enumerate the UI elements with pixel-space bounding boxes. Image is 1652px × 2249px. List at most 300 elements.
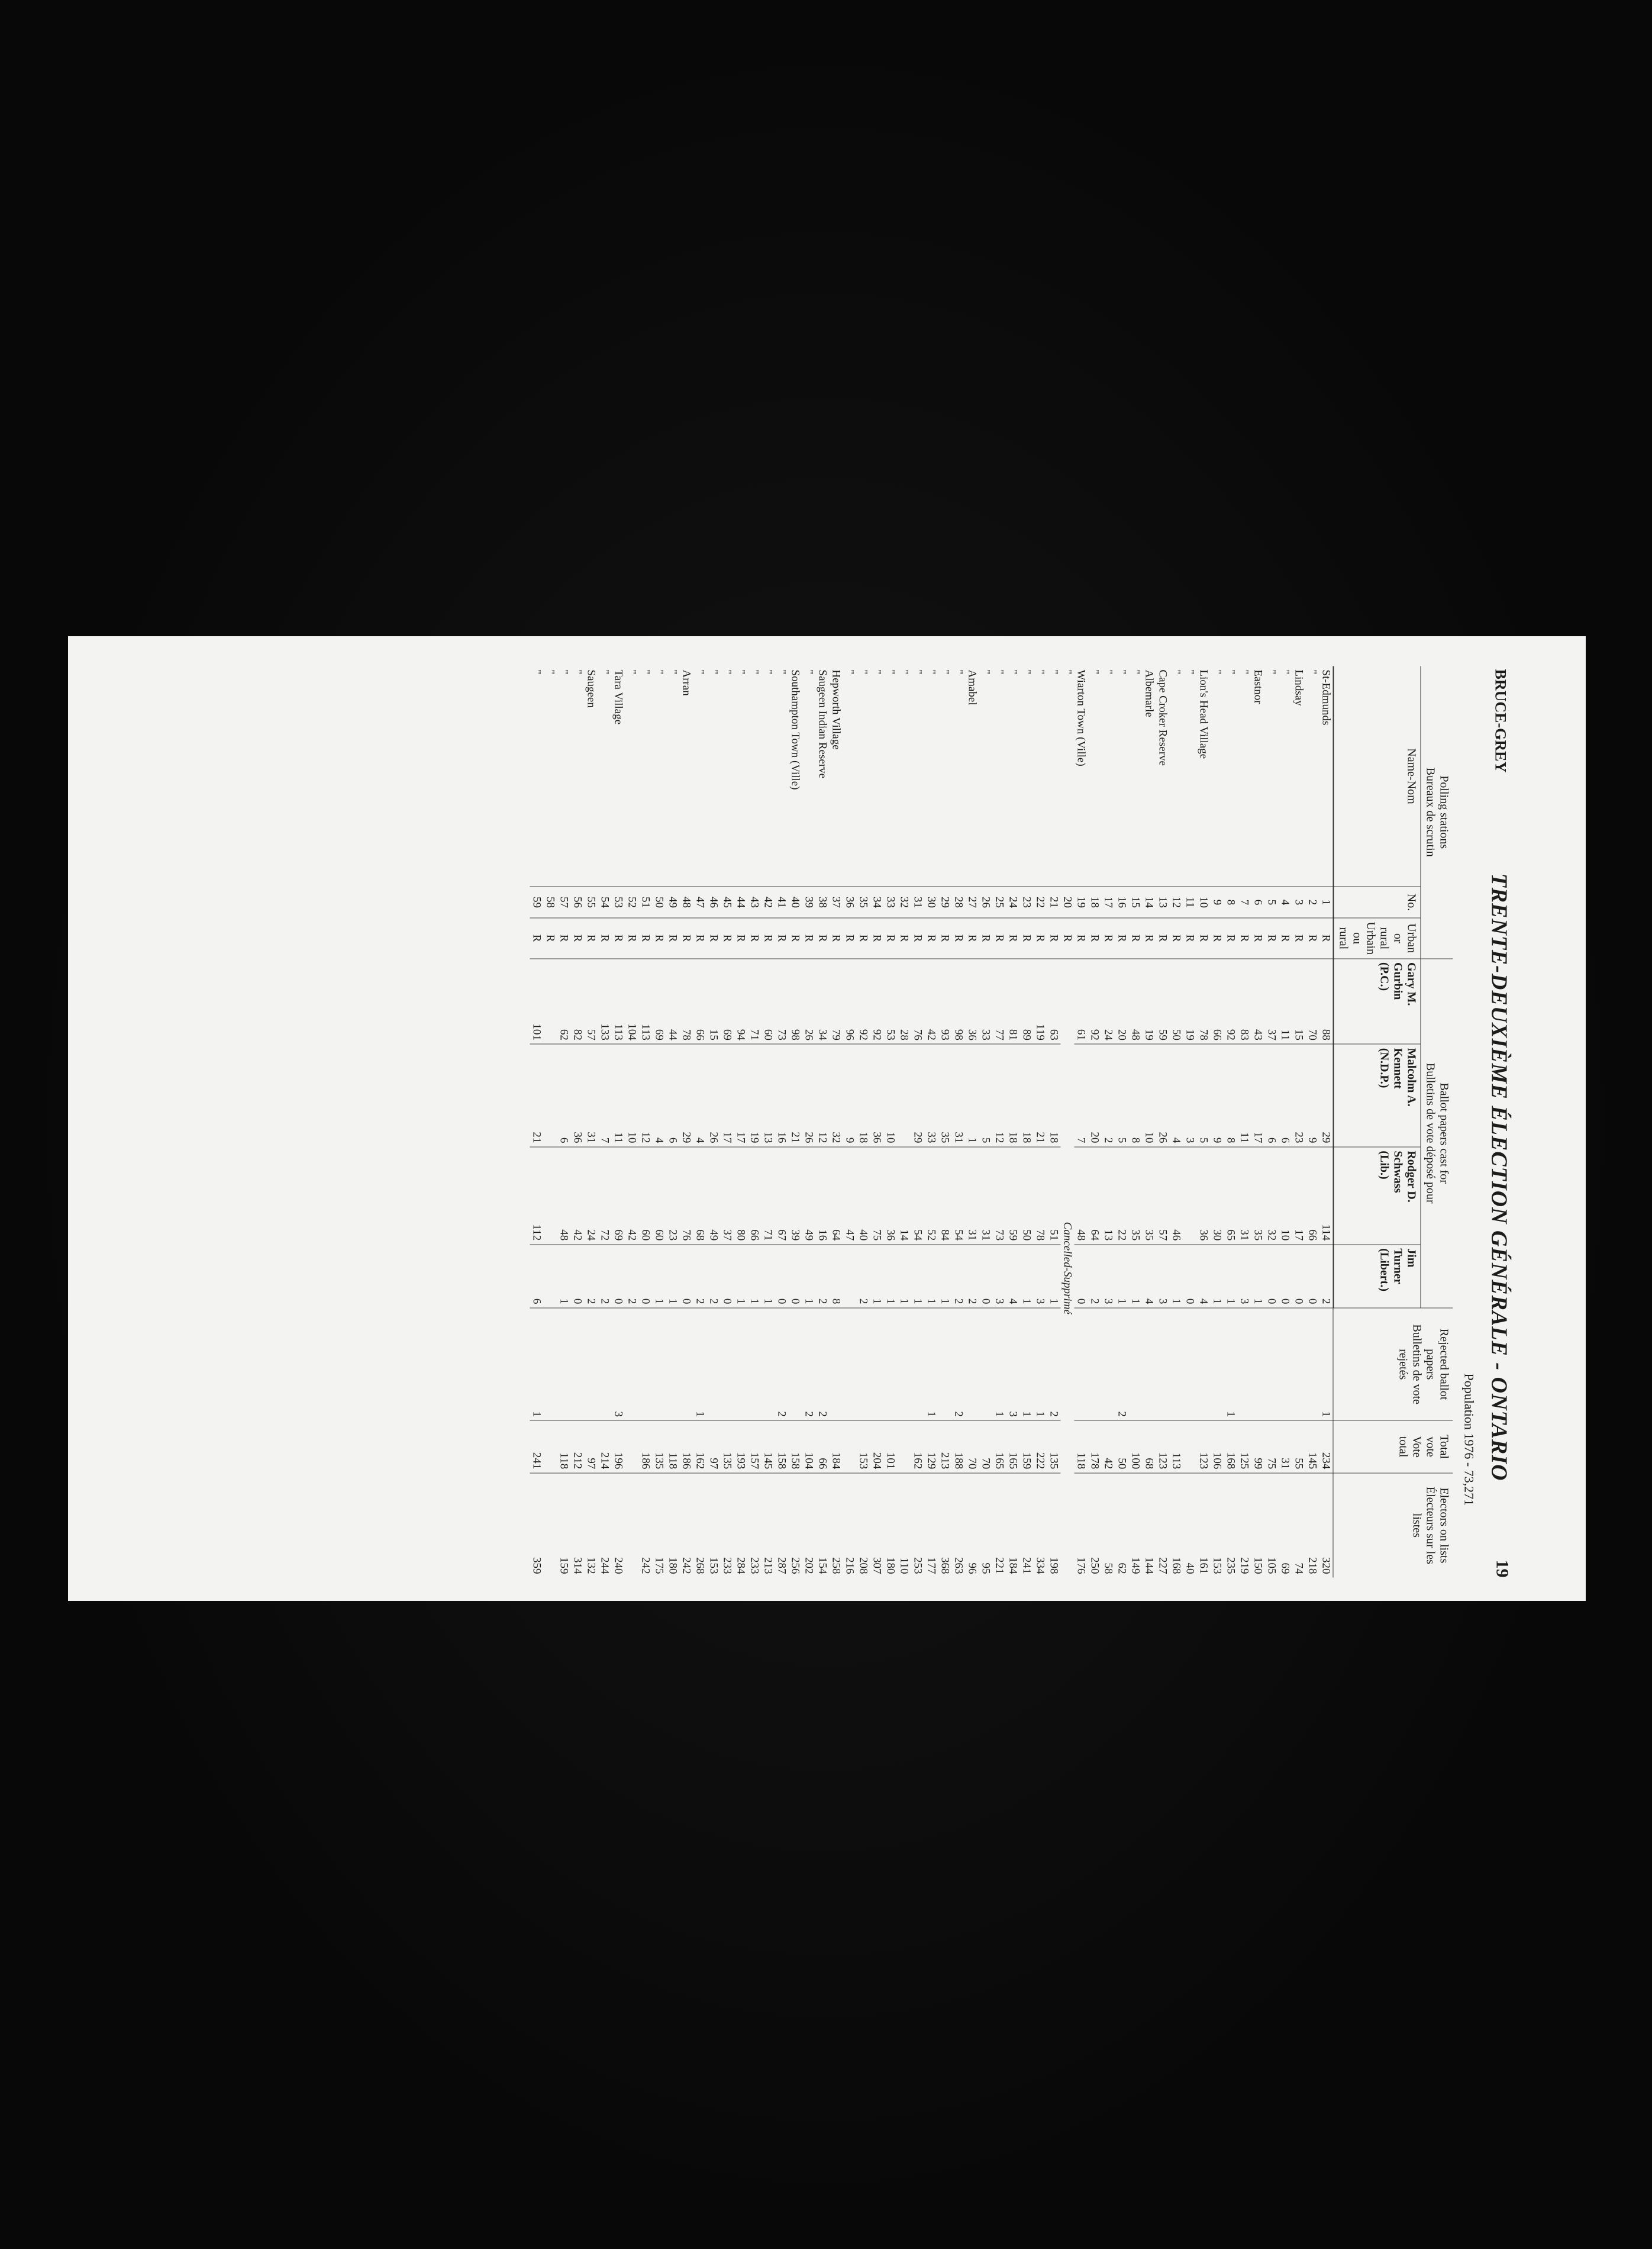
urban-rural-code: R <box>883 918 897 959</box>
cell-rej <box>1237 1307 1251 1420</box>
urban-rural-code: R <box>829 918 843 959</box>
station-number: 48 <box>679 887 693 918</box>
cell-v3: 46 <box>1169 1146 1183 1244</box>
table-row <box>611 666 625 1577</box>
station-name: " <box>707 669 719 674</box>
cell-v1: 37 <box>1264 958 1278 1044</box>
station-name: " <box>734 669 747 674</box>
cell-v2: 10 <box>883 1044 897 1147</box>
cell-v2: 18 <box>1006 1044 1019 1147</box>
station-name: Saugeen Indian Reserve <box>816 669 828 778</box>
station-name: Arran <box>680 669 692 696</box>
cell-electors: 307 <box>870 1473 883 1577</box>
cell-rej <box>897 1307 911 1420</box>
station-name: Eastnor <box>1251 669 1264 704</box>
cell-v2: 17 <box>720 1044 734 1147</box>
table-row <box>679 666 693 1577</box>
cell-v1: 61 <box>1074 958 1088 1044</box>
cell-rej <box>679 1307 693 1420</box>
cell-electors: 368 <box>938 1473 951 1577</box>
cell-total: 97 <box>706 1420 720 1473</box>
cell-rej <box>734 1307 747 1420</box>
station-name: " <box>1061 669 1073 674</box>
urban-rural-code: R <box>938 918 951 959</box>
table-row <box>720 666 734 1577</box>
urban-rural-code: R <box>761 918 775 959</box>
cell-v3: 42 <box>570 1146 584 1244</box>
table-row <box>802 666 815 1577</box>
cell-rej <box>747 1307 761 1420</box>
cell-v2: 16 <box>775 1044 788 1147</box>
cell-total: 118 <box>666 1420 679 1473</box>
cell-total: 75 <box>1264 1420 1278 1473</box>
station-number: 57 <box>557 887 570 918</box>
cell-v3: 37 <box>720 1146 734 1244</box>
urban-rural-code: R <box>979 918 992 959</box>
cell-v1: 98 <box>788 958 802 1044</box>
cell-v3: 51 <box>1047 1146 1060 1244</box>
cell-v3: 31 <box>1237 1146 1251 1244</box>
station-number: 23 <box>1019 887 1033 918</box>
cell-v2: 18 <box>1019 1044 1033 1147</box>
cell-v1: 62 <box>557 958 570 1044</box>
urban-rural-code: R <box>1101 918 1115 959</box>
cell-electors: 233 <box>747 1473 761 1577</box>
cell-v2: 17 <box>1251 1044 1264 1147</box>
candidate-header-3: Rodger D. Schwass (Lib.) <box>1333 1146 1421 1244</box>
urban-rural-code: R <box>1019 918 1033 959</box>
table-row <box>1196 666 1210 1577</box>
station-name: " <box>625 669 638 674</box>
cell-electors: 241 <box>1019 1473 1033 1577</box>
urban-rural-code: R <box>557 918 570 959</box>
cell-electors: 105 <box>1264 1473 1278 1577</box>
table-row <box>693 666 706 1577</box>
cell-electors: 184 <box>1006 1473 1019 1577</box>
station-number: 30 <box>924 887 938 918</box>
cell-v3: 48 <box>557 1146 570 1244</box>
urban-rural-code: R <box>1264 918 1278 959</box>
cell-v4: 1 <box>1115 1244 1128 1307</box>
cell-total: 70 <box>965 1420 979 1473</box>
cell-electors: 213 <box>761 1473 775 1577</box>
table-row <box>1006 666 1019 1577</box>
cell-rej <box>1278 1307 1292 1420</box>
station-number: 34 <box>870 887 883 918</box>
urban-rural-code: R <box>1210 918 1224 959</box>
urban-rural-code: R <box>1224 918 1237 959</box>
cell-rej <box>652 1307 666 1420</box>
station-name: " <box>571 669 583 674</box>
cell-electors: 40 <box>1183 1473 1196 1577</box>
cell-v1: 33 <box>979 958 992 1044</box>
cell-v1: 57 <box>584 958 598 1044</box>
cell-electors: 219 <box>1237 1473 1251 1577</box>
cell-v3: 52 <box>924 1146 938 1244</box>
station-number: 43 <box>747 887 761 918</box>
cell-rej <box>598 1307 611 1420</box>
cell-v1: 89 <box>1019 958 1033 1044</box>
rejected-header: Rejected ballot papers Bulletins de vote rejetés <box>1333 1307 1453 1420</box>
station-name: " <box>802 669 815 674</box>
cell-v1: 53 <box>883 958 897 1044</box>
district-name: BRUCE-GREY <box>1492 669 1509 772</box>
table-row <box>1101 666 1115 1577</box>
cell-v4: 3 <box>1237 1244 1251 1307</box>
cell-v1: 70 <box>1305 958 1319 1044</box>
station-number: 2 <box>1305 887 1319 918</box>
cell-v4: 0 <box>1264 1244 1278 1307</box>
urban-rural-code: R <box>1292 918 1305 959</box>
station-name: " <box>598 669 611 674</box>
cell-v3: 42 <box>625 1146 638 1244</box>
table-row <box>911 666 924 1577</box>
cell-v3 <box>543 1146 557 1244</box>
cell-v4: 2 <box>584 1244 598 1307</box>
table-row <box>815 666 829 1577</box>
cell-v3: 23 <box>666 1146 679 1244</box>
cell-v1: 66 <box>1210 958 1224 1044</box>
cell-v4: 3 <box>1156 1244 1169 1307</box>
station-name: Amabel <box>966 669 978 705</box>
station-number: 8 <box>1224 887 1237 918</box>
cell-v2: 10 <box>1142 1044 1156 1147</box>
cell-v3: 59 <box>1006 1146 1019 1244</box>
urban-rural-code: R <box>570 918 584 959</box>
urban-rural-code: R <box>775 918 788 959</box>
cell-v4: 0 <box>1292 1244 1305 1307</box>
table-row <box>761 666 775 1577</box>
cell-total: 178 <box>1088 1420 1101 1473</box>
cell-v1: 92 <box>870 958 883 1044</box>
candidate-header-1: Gary M. Gurbin (P.C.) <box>1333 958 1421 1044</box>
cell-v1: 43 <box>1251 958 1264 1044</box>
station-number: 5 <box>1264 887 1278 918</box>
cell-electors: 144 <box>1142 1473 1156 1577</box>
cell-rej <box>1074 1307 1088 1420</box>
cell-v4: 3 <box>992 1244 1006 1307</box>
cell-v3: 39 <box>788 1146 802 1244</box>
cell-v4: 2 <box>1319 1244 1333 1307</box>
cell-electors: 177 <box>924 1473 938 1577</box>
urban-rural-code: R <box>992 918 1006 959</box>
cell-v2: 6 <box>1278 1044 1292 1147</box>
cell-v3: 72 <box>598 1146 611 1244</box>
cell-total: 99 <box>1251 1420 1264 1473</box>
station-name: Tara Village <box>612 669 624 724</box>
cell-v2: 13 <box>761 1044 775 1147</box>
cell-rej: 2 <box>775 1307 788 1420</box>
table-row <box>992 666 1006 1577</box>
cell-v2: 26 <box>1156 1044 1169 1147</box>
urban-rural-code: R <box>1128 918 1142 959</box>
cell-v3: 57 <box>1156 1146 1169 1244</box>
table-row <box>1237 666 1251 1577</box>
cell-v1: 24 <box>1101 958 1115 1044</box>
cell-v4: 1 <box>802 1244 815 1307</box>
cell-v4: 2 <box>815 1244 829 1307</box>
cell-v3: 35 <box>1142 1146 1156 1244</box>
urban-rural-code: R <box>1006 918 1019 959</box>
cell-rej <box>638 1307 652 1420</box>
cell-v1: 69 <box>652 958 666 1044</box>
table-row <box>625 666 638 1577</box>
cell-v2: 9 <box>843 1044 856 1147</box>
urban-rural-code: R <box>951 918 965 959</box>
cell-rej <box>1305 1307 1319 1420</box>
cell-v4: 2 <box>693 1244 706 1307</box>
station-number: 39 <box>802 887 815 918</box>
cell-v1: 28 <box>897 958 911 1044</box>
cell-electors: 258 <box>829 1473 843 1577</box>
cell-v2: 10 <box>625 1044 638 1147</box>
cell-v2: 9 <box>1210 1044 1224 1147</box>
cell-rej <box>543 1307 557 1420</box>
cell-v3: 69 <box>611 1146 625 1244</box>
urban-rural-code: R <box>1237 918 1251 959</box>
cell-v4: 1 <box>897 1244 911 1307</box>
cell-electors: 268 <box>693 1473 706 1577</box>
cell-v1: 81 <box>1006 958 1019 1044</box>
cell-total: 101 <box>883 1420 897 1473</box>
cell-v2: 5 <box>979 1044 992 1147</box>
station-name: " <box>911 669 924 674</box>
cell-v4: 1 <box>1019 1244 1033 1307</box>
cell-electors: 161 <box>1196 1473 1210 1577</box>
cell-total: 241 <box>530 1420 543 1473</box>
station-name: " <box>775 669 788 674</box>
station-name: Wiarton Town (Ville) <box>1075 669 1087 766</box>
cell-rej: 1 <box>1033 1307 1047 1420</box>
station-number: 11 <box>1183 887 1196 918</box>
cell-v3: 16 <box>815 1146 829 1244</box>
cell-v2: 35 <box>938 1044 951 1147</box>
cell-electors: 132 <box>584 1473 598 1577</box>
table-row <box>1074 666 1088 1577</box>
cell-v2: 1 <box>965 1044 979 1147</box>
station-number: 15 <box>1128 887 1142 918</box>
cell-electors: 180 <box>883 1473 897 1577</box>
cell-rej: 1 <box>693 1307 706 1420</box>
cell-v4: 0 <box>788 1244 802 1307</box>
table-row <box>1142 666 1156 1577</box>
cell-rej <box>856 1307 870 1420</box>
cell-total: 222 <box>1033 1420 1047 1473</box>
cell-total: 159 <box>1019 1420 1033 1473</box>
cell-total: 123 <box>1156 1420 1169 1473</box>
station-number: 45 <box>720 887 734 918</box>
station-number: 31 <box>911 887 924 918</box>
station-number: 47 <box>693 887 706 918</box>
cell-v4: 2 <box>951 1244 965 1307</box>
cell-v1: 82 <box>570 958 584 1044</box>
station-number: 18 <box>1088 887 1101 918</box>
cell-v1: 11 <box>1278 958 1292 1044</box>
cell-v2: 4 <box>652 1044 666 1147</box>
cell-v3: 54 <box>911 1146 924 1244</box>
cell-v3: 112 <box>530 1146 543 1244</box>
cell-total: 188 <box>951 1420 965 1473</box>
cell-electors: 233 <box>720 1473 734 1577</box>
cell-total: 214 <box>598 1420 611 1473</box>
table-row <box>543 666 557 1577</box>
station-name: " <box>1034 669 1046 674</box>
station-number: 55 <box>584 887 598 918</box>
urban-rural-code: R <box>543 918 557 959</box>
table-row <box>557 666 570 1577</box>
station-number: 58 <box>543 887 557 918</box>
table-row <box>584 666 598 1577</box>
cell-v3: 36 <box>1196 1146 1210 1244</box>
station-name: " <box>1238 669 1250 674</box>
cell-rej <box>557 1307 570 1420</box>
cell-total: 168 <box>1224 1420 1237 1473</box>
urban-rural-code: R <box>1305 918 1319 959</box>
station-number: 4 <box>1278 887 1292 918</box>
cell-v1: 19 <box>1183 958 1196 1044</box>
cell-total: 70 <box>979 1420 992 1473</box>
cell-rej: 1 <box>1319 1307 1333 1420</box>
station-name: Lion's Head Village <box>1197 669 1209 759</box>
electors-header: Electors on lists Électeurs sur les listes <box>1333 1473 1453 1577</box>
cell-electors: 256 <box>788 1473 802 1577</box>
cell-rej <box>829 1307 843 1420</box>
cell-rej <box>625 1307 638 1420</box>
cell-v3: 32 <box>1264 1146 1278 1244</box>
station-number: 37 <box>829 887 843 918</box>
cell-v4: 0 <box>1305 1244 1319 1307</box>
cell-total: 31 <box>1278 1420 1292 1473</box>
urban-rural-code: R <box>747 918 761 959</box>
cell-total <box>543 1420 557 1473</box>
cell-rej <box>1196 1307 1210 1420</box>
cell-rej: 3 <box>611 1307 625 1420</box>
urban-rural-code: R <box>734 918 747 959</box>
cell-v2: 6 <box>1264 1044 1278 1147</box>
station-number: 20 <box>1060 887 1074 918</box>
cell-v4: 0 <box>1183 1244 1196 1307</box>
cell-electors: 221 <box>992 1473 1006 1577</box>
cell-v4: 8 <box>829 1244 843 1307</box>
station-name: " <box>925 669 937 674</box>
cell-v2: 8 <box>1224 1044 1237 1147</box>
cell-total: 135 <box>720 1420 734 1473</box>
station-name: " <box>721 669 733 674</box>
cell-rej <box>1210 1307 1224 1420</box>
cell-v1: 93 <box>938 958 951 1044</box>
station-name: " <box>530 669 543 674</box>
cell-rej: 2 <box>1115 1307 1128 1420</box>
table-row <box>1210 666 1224 1577</box>
cell-rej <box>666 1307 679 1420</box>
results-table <box>530 666 1453 1577</box>
cell-v1: 60 <box>761 958 775 1044</box>
cell-v4: 2 <box>706 1244 720 1307</box>
cell-total: 104 <box>802 1420 815 1473</box>
cell-total: 106 <box>1210 1420 1224 1473</box>
cell-v4 <box>543 1244 557 1307</box>
page-number: 19 <box>1492 1560 1512 1577</box>
cell-v4: 2 <box>598 1244 611 1307</box>
cell-electors: 202 <box>802 1473 815 1577</box>
station-name: " <box>1170 669 1182 674</box>
cell-v2: 32 <box>829 1044 843 1147</box>
table-row <box>856 666 870 1577</box>
station-number: 33 <box>883 887 897 918</box>
cell-electors: 287 <box>775 1473 788 1577</box>
cell-v1: 101 <box>530 958 543 1044</box>
cell-total: 186 <box>638 1420 652 1473</box>
cell-v1: 88 <box>1319 958 1333 1044</box>
cell-v4: 1 <box>1251 1244 1264 1307</box>
urban-rural-code: R <box>788 918 802 959</box>
cell-v2: 12 <box>992 1044 1006 1147</box>
cell-v2: 29 <box>1319 1044 1333 1147</box>
cell-v1: 20 <box>1115 958 1128 1044</box>
cell-v1: 96 <box>843 958 856 1044</box>
cell-v4: 1 <box>1169 1244 1183 1307</box>
cell-v3: 40 <box>856 1146 870 1244</box>
urban-rural-code: R <box>584 918 598 959</box>
cell-v2 <box>543 1044 557 1147</box>
cell-v1 <box>543 958 557 1044</box>
station-number: 49 <box>666 887 679 918</box>
table-row <box>1047 666 1060 1577</box>
station-name: " <box>1088 669 1101 674</box>
cell-rej <box>1251 1307 1264 1420</box>
cell-v2: 12 <box>638 1044 652 1147</box>
cell-v3: 35 <box>1128 1146 1142 1244</box>
cell-v4: 1 <box>883 1244 897 1307</box>
table-row <box>734 666 747 1577</box>
station-number: 6 <box>1251 887 1264 918</box>
station-name: " <box>557 669 570 674</box>
urban-rural-code: R <box>815 918 829 959</box>
cell-electors <box>625 1473 638 1577</box>
cell-total <box>843 1420 856 1473</box>
cell-total: 113 <box>1169 1420 1183 1473</box>
cell-v1: 48 <box>1128 958 1142 1044</box>
table-row <box>1169 666 1183 1577</box>
station-name: Lindsay <box>1292 669 1305 706</box>
cell-electors: 218 <box>1305 1473 1319 1577</box>
station-name: " <box>979 669 992 674</box>
station-number: 35 <box>856 887 870 918</box>
cell-rej <box>1264 1307 1278 1420</box>
table-row <box>747 666 761 1577</box>
station-name: " <box>693 669 706 674</box>
cell-v2: 36 <box>870 1044 883 1147</box>
cell-v2: 12 <box>815 1044 829 1147</box>
urban-rural-code: R <box>1088 918 1101 959</box>
table-row <box>666 666 679 1577</box>
station-number: 24 <box>1006 887 1019 918</box>
cell-v4: 1 <box>557 1244 570 1307</box>
station-name: " <box>884 669 896 674</box>
station-name: " <box>1020 669 1032 674</box>
cell-v1: 69 <box>720 958 734 1044</box>
cell-total: 145 <box>1305 1420 1319 1473</box>
station-number: 42 <box>761 887 775 918</box>
cell-rej: 1 <box>924 1307 938 1420</box>
cell-electors: 153 <box>706 1473 720 1577</box>
cell-v2: 11 <box>1237 1044 1251 1147</box>
cell-v2: 6 <box>557 1044 570 1147</box>
table-row <box>829 666 843 1577</box>
table-row <box>1264 666 1278 1577</box>
table-row <box>965 666 979 1577</box>
table-row <box>1319 666 1333 1577</box>
